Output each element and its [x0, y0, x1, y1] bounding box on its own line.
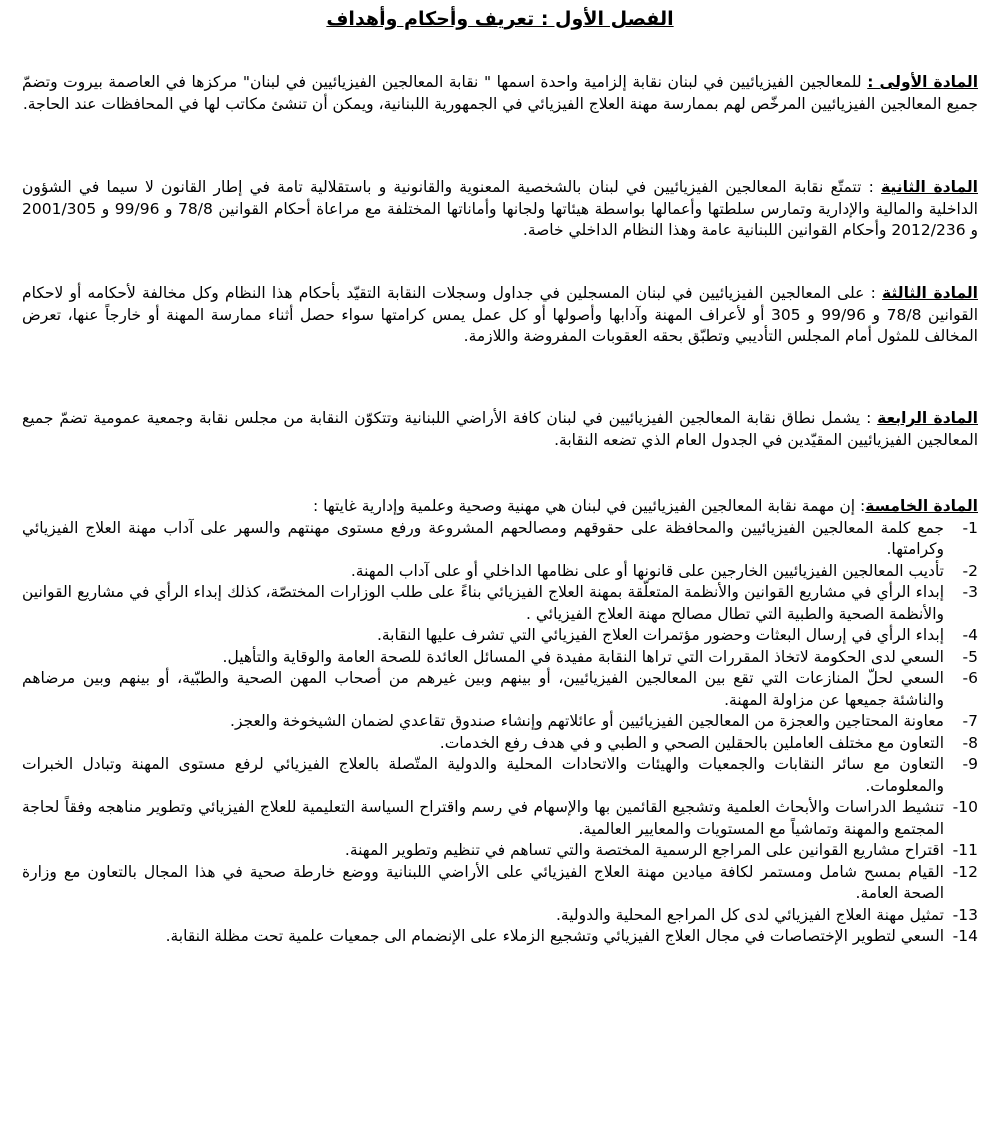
goal-item [22, 733, 978, 755]
goal-number: -5 [962, 647, 978, 666]
article-5 [22, 496, 978, 948]
goal-number: -1 [962, 518, 978, 537]
goal-number: -6 [962, 669, 978, 687]
goal-text: تأديب المعالجين الفيزيائيين الخارجين على قانونها أو على نظامها الداخلي أو على آداب المهنة. [350, 561, 944, 580]
goal-text: السعي لدى الحكومة لاتخاذ المقررات التي تراها النقابة مفيدة في المسائل العائدة للصحة العامة والوقاية والتأهيل. [222, 647, 944, 666]
goal-item [22, 711, 978, 733]
goal-item [22, 625, 978, 647]
article-5-intro [22, 496, 978, 518]
goal-number: -7 [962, 712, 978, 730]
goal-number: -4 [962, 626, 978, 644]
goal-number: -8 [962, 733, 978, 752]
goal-number: -13 [952, 905, 978, 924]
article-3 [22, 283, 978, 348]
article-text: : يشمل نطاق نقابة المعالجين الفيزيائيين في لبنان كافة الأراضي اللبنانية وتتكوّن النقابة من مجلس نقابة وجمعية عمومية تضمّ جميع المعالجين الفيزيائيين المقيّدين في الجدول العام الذي تضعه النقابة. [22, 409, 978, 449]
goal-text: تنشيط الدراسات والأبحاث العلمية وتشجيع القائمين بها والإسهام في رسم واقتراح السياسة التعليمية للعلاج الفيزيائي وتطوير مناهجه وفقاً لحاجة المجتمع والمهنة وتماشياً مع المستويات والمعايير العالمية. [22, 798, 944, 838]
article-text: : إن مهمة نقابة المعالجين الفيزيائيين في لبنان هي مهنية وصحية وعلمية وإدارية غايتها : [312, 497, 866, 515]
goal-item [22, 840, 978, 862]
article-heading: المادة الأولى : [867, 73, 979, 91]
goal-text: التعاون مع مختلف العاملين بالحقلين الصحي و الطبي و في هدف رفع الخدمات. [439, 733, 944, 752]
goal-text: السعي لحلّ المنازعات التي تقع بين المعالجين الفيزيائيين، أو بينهم وبين غيرهم من أصحاب المهن الصحية والطبّية، أو بينهم وبين مرضاهم والناشئة جميعها عن مزاولة المهنة. [22, 669, 944, 709]
article-heading: المادة الرابعة [877, 409, 978, 427]
article-text: : على المعالجين الفيزيائيين في لبنان المسجلين في جداول وسجلات النقابة التقيّد بأحكام هذا النظام وكل مخالفة لأحكامه أو لاحكام القوانين 78/8 و 99/96 و 305 أو لأعراف المهنة وآدابها وأصولها أو كل عمل يمس كرامتها سواء حصل أثناء ممارسة المهنة أو خارجاً عنها، تعرض المخالف للمثول أمام المجلس التأديبي وتطبّق بحقه العقوبات المفروضة واللازمة. [22, 284, 978, 345]
goal-number: -12 [952, 862, 978, 881]
goal-item [22, 647, 978, 669]
goal-number: -3 [962, 583, 978, 601]
goal-number: -10 [952, 798, 978, 816]
goal-item [22, 926, 978, 948]
goal-item [22, 862, 978, 905]
goal-item [22, 518, 978, 561]
article-heading: المادة الثانية [881, 178, 978, 196]
article-1 [22, 72, 978, 115]
goal-item [22, 797, 978, 840]
chapter-title: الفصل الأول : تعريف وأحكام وأهداف [326, 8, 674, 30]
goal-text: اقتراح مشاريع القوانين على المراجع الرسمية المختصة والتي تساهم في تنظيم وتطوير المهنة. [344, 841, 944, 859]
article-4 [22, 408, 978, 451]
goal-number: -2 [962, 561, 978, 580]
goals-list [22, 518, 978, 948]
goal-number: -11 [952, 841, 978, 859]
goal-text: تمثيل مهنة العلاج الفيزيائي لدى كل المراجع المحلية والدولية. [555, 905, 944, 924]
goal-number: -14 [952, 927, 978, 945]
article-text: للمعالجين الفيزيائيين في لبنان نقابة إلزامية واحدة اسمها " نقابة المعالجين الفيزيائيين في لبنان" مركزها في العاصمة بيروت وتضمّ جميع المعالجين الفيزيائيين المرخّص لهم بممارسة مهنة العلاج الفيزيائي في الجمهورية اللبنانية، ويمكن أن تنشئ مكاتب لها في المحافظات عند الحاجة. [22, 73, 978, 113]
article-heading: المادة الثالثة [882, 284, 978, 302]
goal-item [22, 754, 978, 797]
goal-text: السعي لتطوير الإختصاصات في مجال العلاج الفيزيائي وتشجيع الزملاء على الإنضمام الى جمعيات علمية تحت مظلة النقابة. [165, 927, 944, 945]
goal-text: إبداء الرأي في مشاريع القوانين والأنظمة المتعلّقة بمهنة العلاج الفيزيائي بناءً على طلب الوزارات المختصّة، كذلك إبداء الرأي في مشاريع القوانين والأنظمة الصحية والطبية التي تطال مصالح مهنة العلاج الفيزيائي . [22, 583, 944, 623]
goal-text: معاونة المحتاجين والعجزة من المعالجين الفيزيائيين أو عائلاتهم وإنشاء صندوق تقاعدي لضمان الشيخوخة والعجز. [230, 712, 944, 730]
goal-text: القيام بمسح شامل ومستمر لكافة ميادين مهنة العلاج الفيزيائي على الأراضي اللبنانية ووضع خارطة صحية في هذا المجال بالتعاون مع وزارة الصحة العامة. [22, 862, 944, 902]
goal-item [22, 561, 978, 583]
goal-text: جمع كلمة المعالجين الفيزيائيين والمحافظة على حقوقهم ومصالحهم المشروعة ورفع مستوى مهنتهم والسهر على آداب مهنة العلاج الفيزيائي وكرامتها. [22, 518, 944, 558]
article-2 [22, 177, 978, 242]
goal-number: -9 [962, 755, 978, 773]
goal-item [22, 668, 978, 711]
goal-text: إبداء الرأي في إرسال البعثات وحضور مؤتمرات العلاج الفيزيائي التي تشرف عليها النقابة. [376, 626, 944, 644]
goal-item [22, 905, 978, 927]
goal-item [22, 582, 978, 625]
article-heading: المادة الخامسة [865, 497, 978, 515]
goal-text: التعاون مع سائر النقابات والجمعيات والهيئات والاتحادات المحلية والدولية المتّصلة بالعلاج الفيزيائي لرفع مستوى المهنة وتبادل الخبرات والمعلومات. [22, 755, 944, 795]
article-text: : تتمتّع نقابة المعالجين الفيزيائيين في لبنان بالشخصية المعنوية والقانونية و باستقلالية تامة في إطار القانون لا سيما في الشؤون الداخلية والمالية والإدارية وتمارس سلطتها وأعمالها بواسطة هيئاتها ولجانها وأماناتها المختلفة مع مراعاة أحكام القوانين 78/8 و 99/96 و 2001/305 و 2012/236 وأحكام القوانين اللبنانية عامة وهذا النظام الداخلي خاصة. [22, 178, 978, 239]
